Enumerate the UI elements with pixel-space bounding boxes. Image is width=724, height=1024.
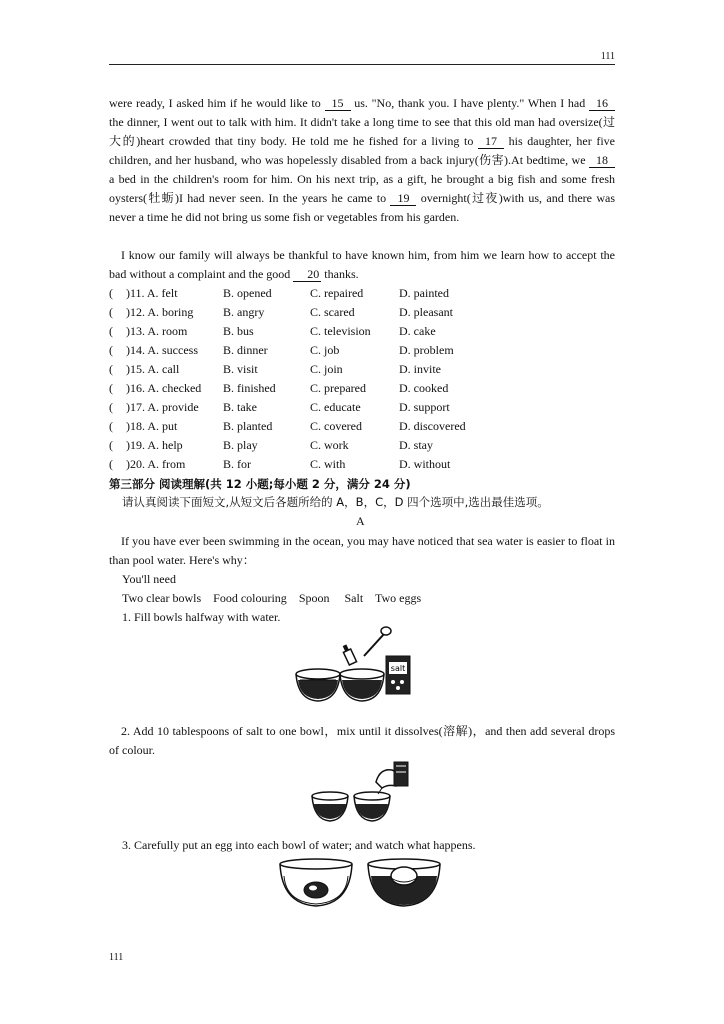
- option-c: C. join: [310, 362, 343, 376]
- answer-bracket: (: [109, 286, 113, 300]
- step-1-illustration: [292, 624, 416, 706]
- answer-bracket: (: [109, 400, 113, 414]
- material-item: Two eggs: [374, 591, 422, 605]
- option-d: D. invite: [399, 362, 441, 376]
- footer-page-number: 111: [109, 952, 124, 963]
- option-b: B. angry: [223, 305, 265, 319]
- question-row: [109, 436, 615, 455]
- blank-16: 16: [589, 97, 615, 111]
- bowl-icon: [340, 669, 384, 701]
- step-1-text: 1. Fill bowls halfway with water.: [122, 610, 281, 624]
- sunken-egg-icon: [304, 882, 328, 898]
- option-d: D. discovered: [399, 419, 466, 433]
- answer-bracket: (: [109, 343, 113, 357]
- option-a: )18. A. put: [126, 419, 178, 433]
- option-c: C. work: [310, 438, 349, 452]
- answer-bracket: (: [109, 457, 113, 471]
- answer-bracket: (: [109, 305, 113, 319]
- option-d: D. stay: [399, 438, 433, 452]
- blank-18: 18: [589, 154, 615, 168]
- option-d: D. pleasant: [399, 305, 453, 319]
- option-b: B. bus: [223, 324, 254, 338]
- hand-pouring-icon: [376, 762, 408, 794]
- option-b: B. finished: [223, 381, 276, 395]
- blank-19: 19: [390, 192, 416, 206]
- option-d: D. without: [399, 457, 451, 471]
- option-a: )13. A. room: [126, 324, 188, 338]
- option-a: )16. A. checked: [126, 381, 202, 395]
- option-c: C. educate: [310, 400, 361, 414]
- question-row: [109, 303, 615, 322]
- step-2-text: 2. Add 10 tablespoons of salt to one bowl，mix until it dissolves(溶解)，and then add several drops of colour.: [109, 724, 615, 757]
- bowl-icon: [354, 792, 390, 821]
- header-page-number: 111: [600, 51, 615, 62]
- bowl-icon: [312, 792, 348, 821]
- step-3-text: 3. Carefully put an egg into each bowl of water; and watch what happens.: [122, 838, 476, 852]
- question-row: [109, 379, 615, 398]
- option-a: )11. A. felt: [126, 286, 178, 300]
- option-a: )17. A. provide: [126, 400, 199, 414]
- option-b: B. play: [223, 438, 258, 452]
- option-a: )12. A. boring: [126, 305, 194, 319]
- option-a: )19. A. help: [126, 438, 183, 452]
- option-c: C. prepared: [310, 381, 366, 395]
- answer-bracket: (: [109, 419, 113, 433]
- option-b: B. dinner: [223, 343, 268, 357]
- step-3-illustration: [276, 854, 448, 910]
- option-c: C. repaired: [310, 286, 364, 300]
- materials-heading: You'll need: [122, 572, 176, 586]
- blank-17: 17: [478, 135, 504, 149]
- blank-15: 15: [325, 97, 351, 111]
- blank-20: 20: [293, 268, 321, 282]
- question-row: [109, 322, 615, 341]
- option-c: C. scared: [310, 305, 355, 319]
- option-c: C. television: [310, 324, 371, 338]
- option-d: D. cooked: [399, 381, 449, 395]
- option-a: )20. A. from: [126, 457, 186, 471]
- step-2-illustration: [308, 760, 412, 826]
- answer-bracket: (: [109, 362, 113, 376]
- floating-egg-icon: [391, 867, 417, 885]
- question-row: [109, 455, 615, 474]
- option-d: D. support: [399, 400, 450, 414]
- answer-bracket: (: [109, 438, 113, 452]
- bowl-icon: [296, 669, 340, 701]
- option-a: )14. A. success: [126, 343, 198, 357]
- question-row: [109, 341, 615, 360]
- option-b: B. planted: [223, 419, 273, 433]
- option-c: C. job: [310, 343, 340, 357]
- spoon-icon: [364, 627, 391, 656]
- passage-label: A: [356, 514, 365, 528]
- option-a: )15. A. call: [126, 362, 180, 376]
- material-item: Spoon: [298, 591, 330, 605]
- option-b: B. for: [223, 457, 251, 471]
- option-c: C. covered: [310, 419, 362, 433]
- option-d: D. problem: [399, 343, 454, 357]
- salt-box-icon: [386, 656, 410, 694]
- option-b: B. visit: [223, 362, 258, 376]
- option-b: B. take: [223, 400, 257, 414]
- answer-bracket: (: [109, 381, 113, 395]
- option-b: B. opened: [223, 286, 272, 300]
- section-3-title: 第三部分 阅读理解(共 12 小题;每小题 2 分，满分 24 分): [109, 477, 411, 491]
- header-rule: [109, 64, 615, 65]
- reading-intro: If you have ever been swimming in the ocean, you may have noticed that sea water is easier to float in than pool water. Here's why：: [109, 534, 615, 567]
- option-c: C. with: [310, 457, 346, 471]
- salt-label: salt: [390, 664, 406, 673]
- passage-paragraph-2: I know our family will always be thankful to have known him, from him we learn how to accept the bad without a complaint and the good 20 thanks.: [109, 248, 615, 281]
- material-item: Food colouring: [213, 591, 287, 605]
- option-d: D. painted: [399, 286, 449, 300]
- question-list: [109, 284, 615, 474]
- material-item: Two clear bowls: [122, 591, 202, 605]
- material-item: Salt: [344, 591, 364, 605]
- question-row: [109, 360, 615, 379]
- section-3-instruction: 请认真阅读下面短文,从短文后各题所给的 A，B，C，D 四个选项中,选出最佳选项。: [122, 495, 549, 509]
- question-row: [109, 284, 615, 303]
- question-row: [109, 398, 615, 417]
- materials-list: [122, 589, 628, 608]
- food-colouring-bottle-icon: [343, 644, 357, 665]
- option-d: D. cake: [399, 324, 436, 338]
- question-row: [109, 417, 615, 436]
- passage-paragraph-1: were ready, I asked him if he would like to 15 us. "No, thank you. I have plenty." When I had 16 the dinner, I went out to talk with him. It didn't take a long time to see that this old man had oversize(过大的)heart crowded that tiny body. He told me he fished for a living to 17 his daughter, her five children, and her husband, who was hopelessly disabled from a back injury(伤害).At bedtime, we 18 a bed in the children's room for him. On his next trip, as a gift, he brought a big fish and some fresh oysters(牡蛎)I had never seen. In the years he came to 19 overnight(过夜)with us, and there was never a time he did not bring us some fish or vegetables from his garden.: [109, 96, 615, 224]
- answer-bracket: (: [109, 324, 113, 338]
